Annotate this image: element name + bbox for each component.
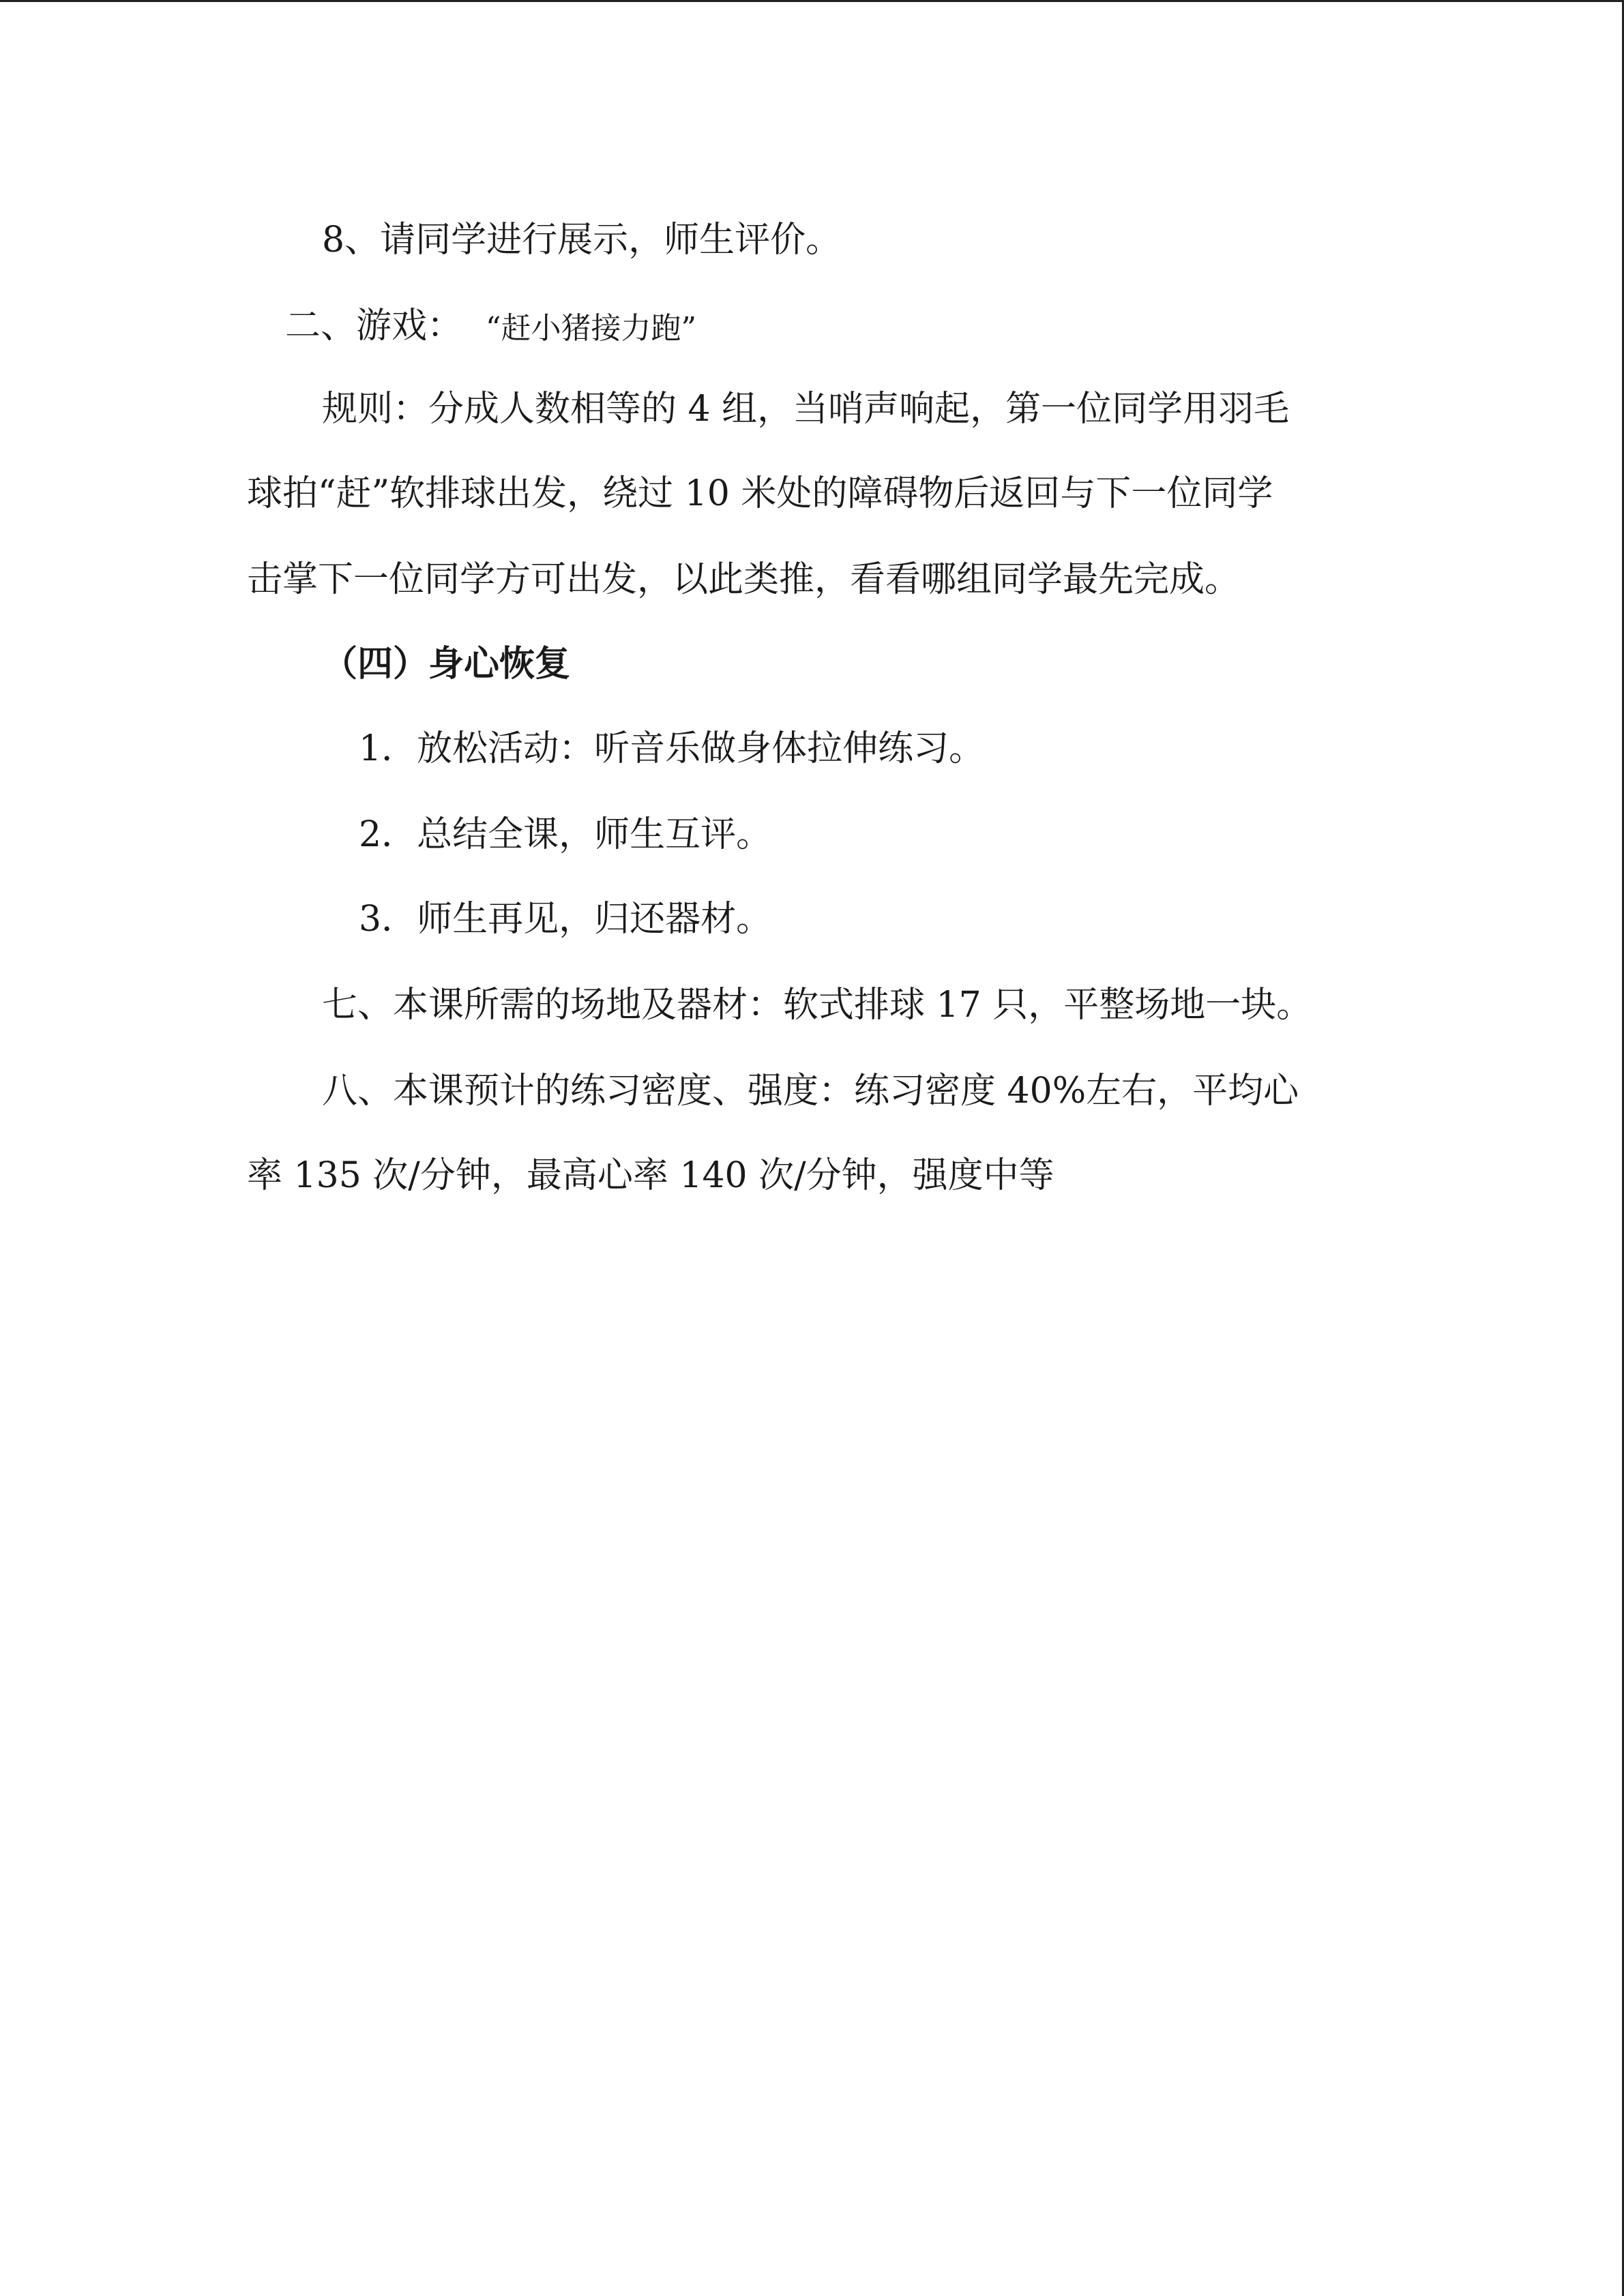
rules-line-1: 规则：分成人数相等的 4 组，当哨声响起，第一位同学用羽毛: [322, 389, 1290, 430]
game-heading: 二、游戏：: [285, 305, 463, 346]
rules-line-2: 球拍“赶”软排球出发，绕过 10 米处的障碍物后返回与下一位同学: [247, 473, 1273, 514]
recovery-item-2: 2．总结全课，师生互评。: [359, 814, 772, 855]
recovery-item-1: 1．放松活动：听音乐做身体拉伸练习。: [359, 728, 985, 769]
recovery-item-3: 3．师生再见，归还器材。: [359, 899, 772, 940]
rules-line-3: 击掌下一位同学方可出发，以此类推，看看哪组同学最先完成。: [247, 559, 1241, 600]
game-title: “赶小猪接力跑”: [486, 311, 696, 346]
section-7-venue-equipment: 七、本课所需的场地及器材：软式排球 17 只，平整场地一块。: [322, 985, 1312, 1026]
page-border-top: [0, 0, 1624, 2]
step-8-text: 8、请同学进行展示，师生评价。: [322, 220, 842, 260]
section-recovery-heading: （四）身心恢复: [322, 643, 571, 685]
section-8-density-line-1: 八、本课预计的练习密度、强度：练习密度 40%左右，平均心: [322, 1071, 1299, 1112]
section-8-density-line-2: 率 135 次/分钟，最高心率 140 次/分钟，强度中等: [247, 1155, 1054, 1196]
